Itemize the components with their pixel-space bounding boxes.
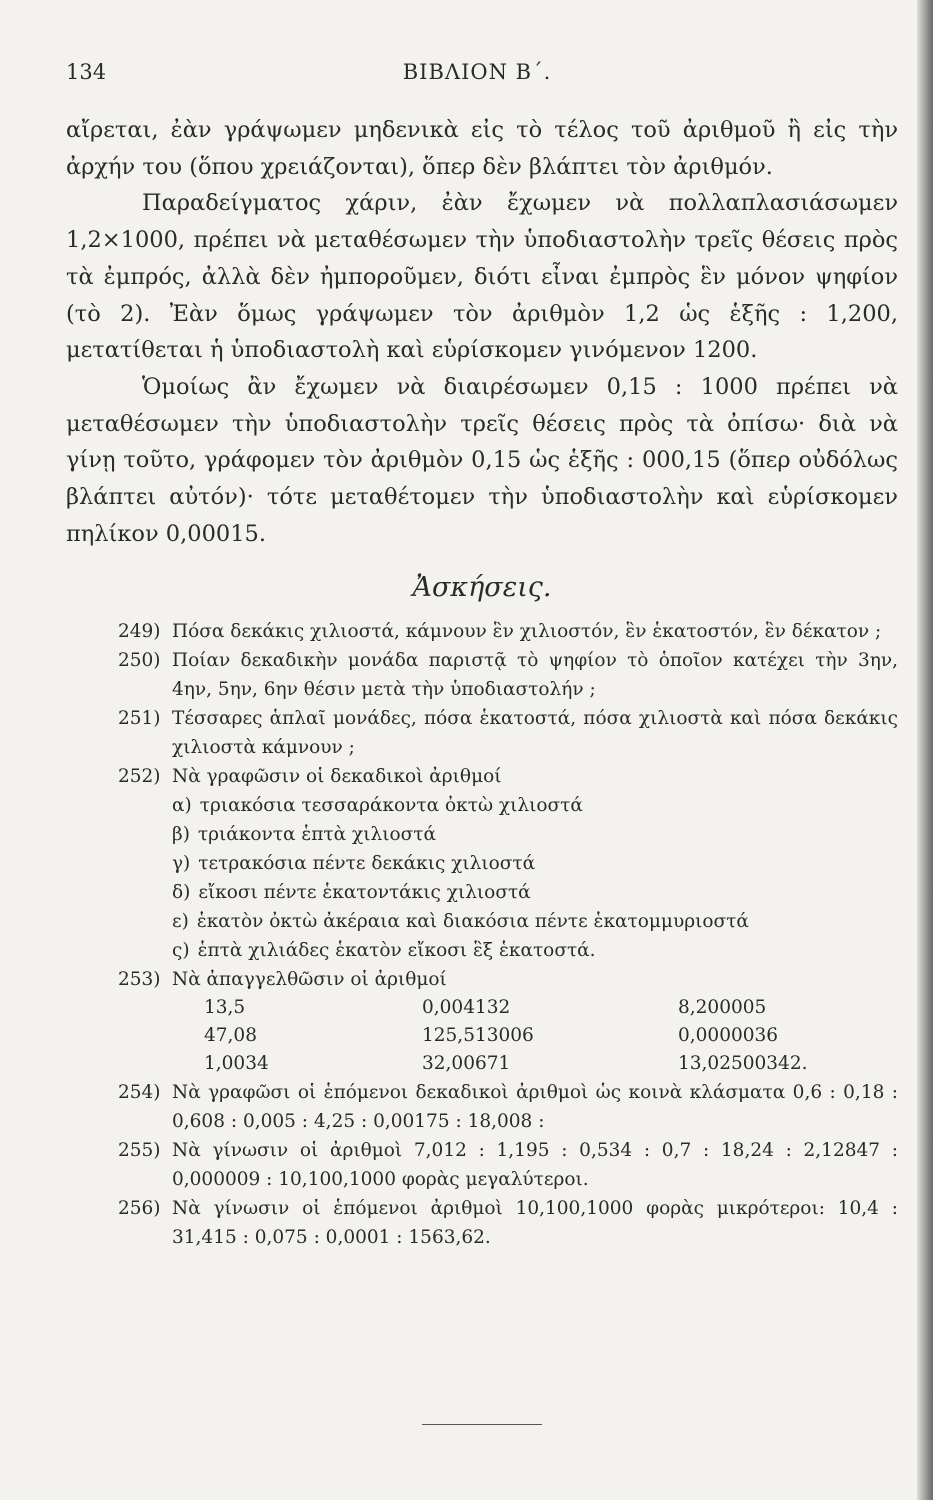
subitem-text: τριακόσια τεσσαράκοντα ὀκτὼ χιλιοστά xyxy=(199,795,583,817)
subitem-label: δ) xyxy=(172,882,191,904)
subitem-text: τριάκοντα ἑπτὰ χιλιοστά xyxy=(197,824,436,846)
exercise-253 xyxy=(66,965,898,994)
exercise-text: Νὰ γραφῶσιν οἱ δεκαδικοὶ ἀριθμοί xyxy=(172,766,502,788)
paragraph-example-divide: Ὁμοίως ἂν ἔχωμεν νὰ διαιρέσωμεν 0,15 : 1000 πρέπει νὰ μεταθέσωμεν τὴν ὑποδιαστολὴν τρεῖς θέσεις πρὸς τὰ ὀπίσω· διὰ νὰ γίνῃ τοῦτο, γράφομεν τὸν ἀριθμὸν 0,15 ὡς ἑξῆς : 000,15 (ὅπερ οὐδόλως βλάπτει αὐτόν)· τότε μεταθέτομεν τὴν ὑποδιαστολὴν καὶ εὑρίσκομεν πηλίκον 0,00015. xyxy=(66,373,898,547)
number-cell: 8,200005 xyxy=(678,997,767,1019)
exercise-number: 256) xyxy=(118,1198,161,1220)
number-cell: 125,513006 xyxy=(422,1025,534,1047)
exercise-250 xyxy=(66,646,898,704)
number-row xyxy=(66,994,898,1022)
number-cell: 13,5 xyxy=(204,997,246,1019)
exercise-254 xyxy=(66,1078,898,1136)
subitem-text: ἑκατὸν ὀκτὼ ἀκέραια καὶ διακόσια πέντε ἑκατομμυριοστά xyxy=(196,911,749,933)
exercise-number: 250) xyxy=(118,650,161,672)
exercise-number: 254) xyxy=(118,1082,161,1104)
exercise-text: Τέσσαρες ἁπλαῖ μονάδες, πόσα ἑκατοστά, πόσα χιλιοστὰ καὶ πόσα δεκάκις χιλιοστὰ κάμνουν ; xyxy=(172,708,898,759)
number-cell: 32,00671 xyxy=(422,1053,511,1075)
number-cell: 13,02500342. xyxy=(678,1053,808,1075)
page-body xyxy=(66,112,898,1252)
exercise-text: Νὰ γραφῶσι οἱ ἑπόμενοι δεκαδικοὶ ἀριθμοὶ ὡς κοινὰ κλάσματα 0,6 : 0,18 : 0,608 : 0,005 : 4,25 : 0,00175 : 18,008 : xyxy=(172,1082,898,1133)
exercise-text: Νὰ γίνωσιν οἱ ἀριθμοὶ 7,012 : 1,195 : 0,534 : 0,7 : 18,24 : 2,12847 : 0,000009 : 10,100,1000 φορὰς μεγαλύτεροι. xyxy=(172,1140,898,1191)
paragraph-continuation: αἴρεται, ἐὰν γράψωμεν μηδενικὰ εἰς τὸ τέλος τοῦ ἀριθμοῦ ἢ εἰς τὴν ἀρχήν του (ὅπου χρειάζονται), ὅπερ δὲν βλάπτει τὸν ἀριθμόν. xyxy=(66,117,898,180)
subitem-c xyxy=(66,849,898,878)
exercises-heading: Ἀσκήσεις. xyxy=(412,572,552,604)
exercise-number: 252) xyxy=(118,766,161,788)
subitem-b xyxy=(66,820,898,849)
end-rule xyxy=(422,1424,542,1425)
paragraph-example-multiply: Παραδείγματος χάριν, ἐὰν ἔχωμεν νὰ πολλαπλασιάσωμεν 1,2×1000, πρέπει νὰ μεταθέσωμεν τὴν ὑποδιαστολὴν τρεῖς θέσεις πρὸς τὰ ἐμπρός, ἀλλὰ δὲν ἠμποροῦμεν, διότι εἶναι ἐμπρὸς ἓν μόνον ψηφίον (τὸ 2). Ἐὰν ὅμως γράψωμεν τὸν ἀριθμὸν 1,2 ὡς ἑξῆς : 1,200, μετατίθεται ἡ ὑποδιαστολὴ καὶ εὑρίσκομεν γινόμενον 1200. xyxy=(66,190,898,364)
subitem-d xyxy=(66,878,898,907)
exercise-255 xyxy=(66,1136,898,1194)
exercise-number: 251) xyxy=(118,708,161,730)
subitem-text: ἑπτὰ χιλιάδες ἑκατὸν εἴκοσι ἓξ ἑκατοστά. xyxy=(197,940,596,962)
page-header xyxy=(66,60,888,90)
exercise-251 xyxy=(66,704,898,762)
exercise-number: 255) xyxy=(118,1140,161,1162)
exercise-list xyxy=(66,617,898,1252)
exercise-252 xyxy=(66,762,898,791)
page-number: 134 xyxy=(66,60,107,84)
number-cell: 0,004132 xyxy=(422,997,511,1019)
subitem-label: ς) xyxy=(172,940,190,962)
subitem-label: α) xyxy=(172,795,192,817)
number-row xyxy=(66,1050,898,1078)
number-row xyxy=(66,1022,898,1050)
exercise-text: Νὰ ἀπαγγελθῶσιν οἱ ἀριθμοί xyxy=(172,969,447,991)
subitem-label: γ) xyxy=(172,853,191,875)
subitem-f xyxy=(66,936,898,965)
page-edge-shadow xyxy=(917,0,933,1500)
number-cell: 1,0034 xyxy=(204,1053,269,1075)
running-title: ΒΙΒΛΙΟΝ Β΄. xyxy=(402,60,552,84)
subitem-label: ε) xyxy=(172,911,189,933)
subitem-text: τετρακόσια πέντε δεκάκις χιλιοστά xyxy=(198,853,536,875)
subitem-e xyxy=(66,907,898,936)
exercise-256 xyxy=(66,1194,898,1252)
exercise-text: Πόσα δεκάκις χιλιοστά, κάμνουν ἓν χιλιοστόν, ἓν ἑκατοστόν, ἓν δέκατον ; xyxy=(172,621,882,643)
exercise-number: 253) xyxy=(118,969,161,991)
subitem-label: β) xyxy=(172,824,190,846)
exercise-number: 249) xyxy=(118,621,161,643)
subitem-a xyxy=(66,791,898,820)
number-cell: 0,0000036 xyxy=(678,1025,779,1047)
exercise-text: Ποίαν δεκαδικὴν μονάδα παριστᾷ τὸ ψηφίον τὸ ὁποῖον κατέχει τὴν 3ην, 4ην, 5ην, 6ην θέσιν μετὰ τὴν ὑποδιαστολήν ; xyxy=(172,650,898,701)
exercise-text: Νὰ γίνωσιν οἱ ἑπόμενοι ἀριθμοὶ 10,100,1000 φορὰς μικρότεροι: 10,4 : 31,415 : 0,075 : 0,0001 : 1563,62. xyxy=(172,1198,898,1249)
exercise-249 xyxy=(66,617,898,646)
subitem-text: εἴκοσι πέντε ἑκατοντάκις χιλιοστά xyxy=(198,882,531,904)
number-cell: 47,08 xyxy=(204,1025,257,1047)
